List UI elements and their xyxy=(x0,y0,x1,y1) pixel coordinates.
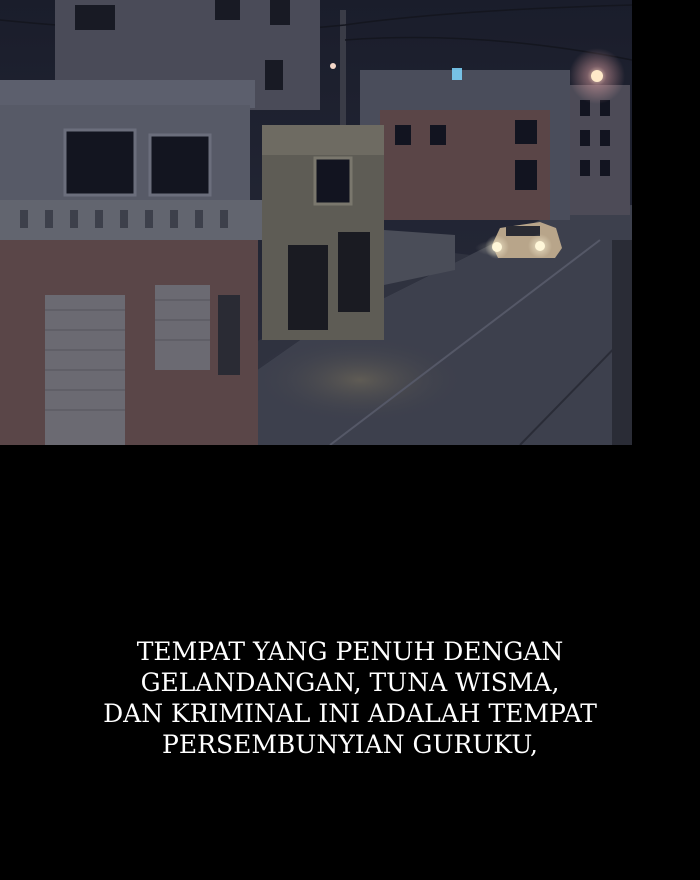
car-windshield xyxy=(506,226,540,236)
shutter-2 xyxy=(155,285,210,370)
road-light-pool xyxy=(250,335,470,425)
street-lamp xyxy=(591,70,603,82)
caption-line-1: TEMPAT YANG PENUH DENGAN xyxy=(136,637,564,666)
side-door xyxy=(218,295,240,375)
middle-shop-2 xyxy=(338,232,370,312)
utility-pole xyxy=(340,10,346,135)
night-street-illustration xyxy=(0,0,632,445)
neon-sign xyxy=(452,68,462,80)
narration-caption xyxy=(0,636,700,760)
balcony-rails xyxy=(20,210,228,228)
caption-line-2: GELANDANGAN, TUNA WISMA, xyxy=(140,668,560,697)
left-window-1 xyxy=(65,130,135,195)
middle-shop-1 xyxy=(288,245,328,330)
headlight-glow-right xyxy=(528,234,552,258)
small-lamp xyxy=(330,63,336,69)
left-building-roof xyxy=(0,80,255,108)
left-window-2 xyxy=(150,135,210,195)
middle-window xyxy=(315,158,351,204)
right-wall xyxy=(612,240,632,445)
caption-line-3: DAN KRIMINAL INI ADALAH TEMPAT xyxy=(103,699,597,728)
headlight-glow-left xyxy=(485,235,509,259)
caption-line-4: PERSEMBUNYIAN GURUKU, xyxy=(162,730,538,759)
comic-panel-night-street xyxy=(0,0,632,445)
middle-building-top xyxy=(262,125,384,155)
